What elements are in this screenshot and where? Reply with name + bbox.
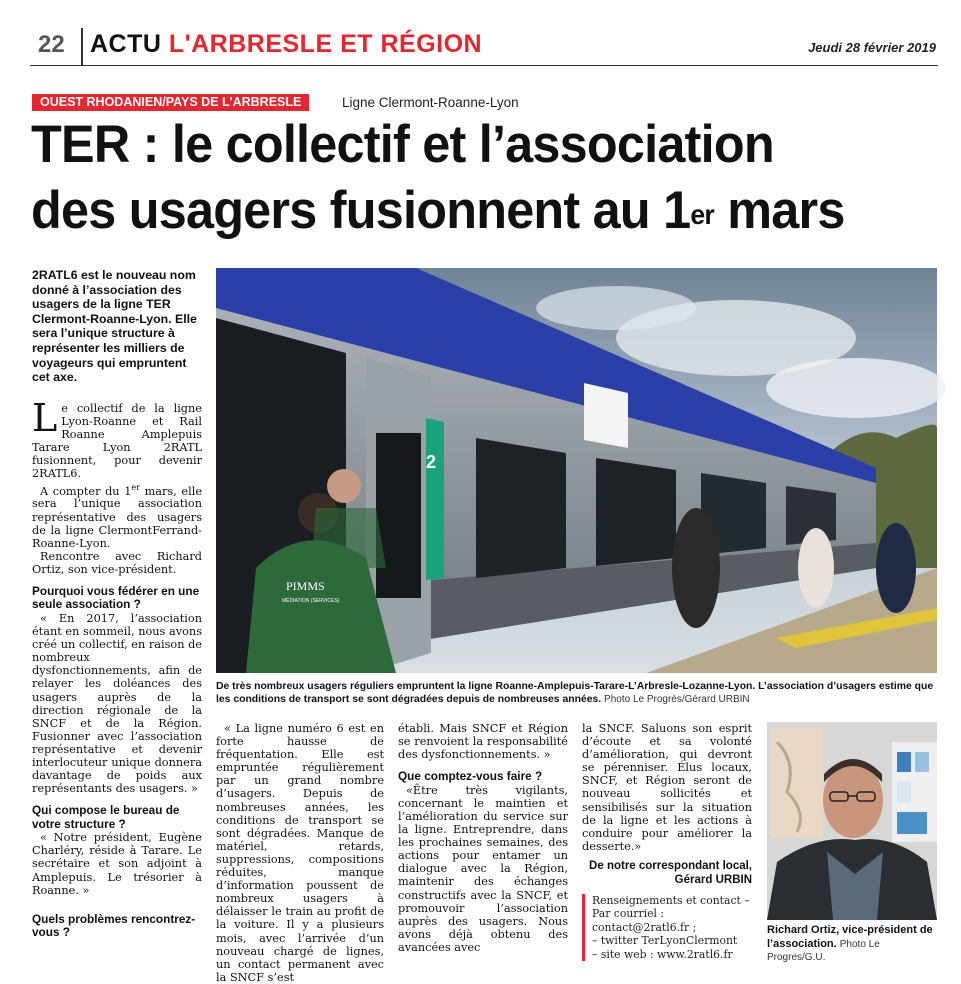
kicker-text: Ligne Clermont-Roanne-Lyon (342, 95, 519, 110)
answer-4-part-1: «Être très vigilants, concernant le maintien et l’amélioration du service sur la ligne. Entreprendre, dans les prochaines semaines, des actions pour entamer un dialogue avec la Région, maintenir des échanges constructifs avec la SNCF, et promouvoir l’association auprès des usagers. Nous avons déjà obtenu des avancées avec (398, 783, 568, 954)
portrait-caption-text: Richard Ortiz, vice-président de l’association. (767, 924, 933, 950)
answer-2: « Notre président, Eugène Charléry, réside à Tarare. Le secrétaire et son adjoint à Amplepuis. Le trésorier à Roanne. » (32, 831, 202, 897)
page-header (30, 28, 938, 66)
paragraph-date-sup: er (131, 482, 140, 492)
contact-line-email: Renseignements et contact – Par courriel : contact@2ratl6.fr ; (592, 894, 750, 934)
article-column-2 (216, 722, 384, 984)
portrait-credit: Photo Le Progres/G.U. (767, 938, 880, 964)
paragraph-date (32, 481, 202, 550)
question-4: Que comptez-vous faire ? (398, 769, 543, 784)
headline (31, 112, 894, 244)
train-photo-caption-text: De très nombreux usagers réguliers empruntent la ligne Roanne-Amplepuis-Tarare-L’Arbresle-Lozanne-Lyon. L’association d’usagers estime que les conditions de transport se sont dégradées depuis de nombreuses années. (216, 681, 934, 706)
train-photo (216, 268, 937, 673)
signature-line-2: Gérard URBIN (674, 873, 752, 886)
question-3: Quels problèmes rencontrez-vous ? (32, 911, 196, 940)
article-column-3 (398, 722, 568, 954)
headline-line1: TER : le collectif et l’association (31, 115, 774, 174)
answer-3-part-1: « La ligne numéro 6 est en forte hausse de fréquentation. Elle est empruntée régulièrement par un grand nombre d’usagers. Depuis de nombreuses années, les conditions de transport se sont dégradées. Manque de matériel, retards, suppressions, compositions réduites, manque d’information poussent de nombreux usagers à délaisser le train au profit de la voiture. Il y a plusieurs mois, avec l’arrivée d’un nouveau chargé de lignes, un contact permanent avec la SNCF s’est (216, 722, 384, 984)
jacket-logo-subtext: MÉDIATION (SERVICES) (282, 598, 340, 604)
portrait-illustration (767, 722, 937, 920)
contact-info-box (582, 894, 752, 961)
author-signature (582, 859, 752, 887)
article-lead: 2RATL6 est le nouveau nom donné à l’association des usagers de la ligne TER Clermont-Roanne-Lyon. Elle sera l’unique structure à représenter les milliers de voyageurs qui empruntent cet axe. (32, 268, 197, 385)
paragraph-meeting: Rencontre avec Richard Ortiz, son vice-président. (32, 549, 202, 576)
portrait-caption (767, 924, 939, 965)
issue-date: Jeudi 28 février 2019 (808, 40, 936, 55)
drop-cap: L (32, 396, 58, 440)
rubric-region: L'ARBRESLE ET RÉGION (168, 30, 483, 58)
kicker-tag: OUEST RHODANIEN/PAYS DE L'ARBRESLE (32, 94, 309, 111)
train-photo-illustration (216, 268, 937, 673)
paragraph-date-start: A compter du 1 (40, 484, 132, 498)
portrait-photo (767, 722, 937, 920)
headline-line2-end: mars (714, 181, 845, 240)
contact-line-website: – site web : www.2ratl6.fr (592, 947, 733, 961)
train-photo-caption (216, 680, 937, 707)
paragraph-intro (32, 396, 202, 481)
paragraph-intro-text: e collectif de la ligne Lyon-Roanne et Rail Roanne Amplepuis Tarare Lyon 2RATL fusionnent, pour devenir 2RATL6. (32, 402, 202, 481)
signature-line-1: De notre correspondant local, (589, 859, 752, 872)
headline-superscript: er (690, 199, 715, 230)
article-column-1 (32, 396, 203, 940)
headline-line2-start: des usagers fusionnent au 1 (31, 181, 691, 240)
train-car-number: 2 (426, 452, 437, 472)
answer-4-part-2: la SNCF. Saluons son esprit d’écoute et sa volonté d’amélioration, qui devront se pérenniser. Élus locaux, SNCF, et Région seront de nouveau sollicités et sensibilisés sur la situation de la ligne et les actions à conduire pour améliorer la desserte.» (582, 722, 752, 853)
answer-1: « En 2017, l’association étant en sommeil, nous avons créé un collectif, en raison de nombreux dysfonctionnements, afin de relayer les doléances des usagers auprès de la direction régionale de la SNCF et de la Région. Fusionner avec l’association représentative et devenir interlocuteur unique donnera davantage de poids aux représentants des usagers. » (32, 611, 202, 796)
paragraph-date-end: mars, elle sera l’unique association représentative des usagers de la ligne ClermontFerrand-Roanne-Lyon. (32, 484, 203, 550)
header-separator (81, 28, 83, 66)
article-column-4 (582, 722, 752, 887)
section-rubric (90, 30, 482, 59)
rubric-actu: ACTU (90, 30, 162, 58)
jacket-logo-text: PIMMS (286, 579, 325, 593)
answer-3-part-2: établi. Mais SNCF et Région se renvoient la responsabilité des dysfonctionnements. » (398, 722, 568, 762)
question-1: Pourquoi vous fédérer en une seule association ? (32, 583, 200, 612)
train-photo-credit: Photo Le Progrès/Gérard URBIN (604, 694, 750, 706)
contact-line-twitter: – twitter TerLyonClermont (592, 934, 738, 948)
page-number: 22 (38, 31, 65, 58)
question-2: Qui compose le bureau de votre structure ? (32, 803, 180, 831)
